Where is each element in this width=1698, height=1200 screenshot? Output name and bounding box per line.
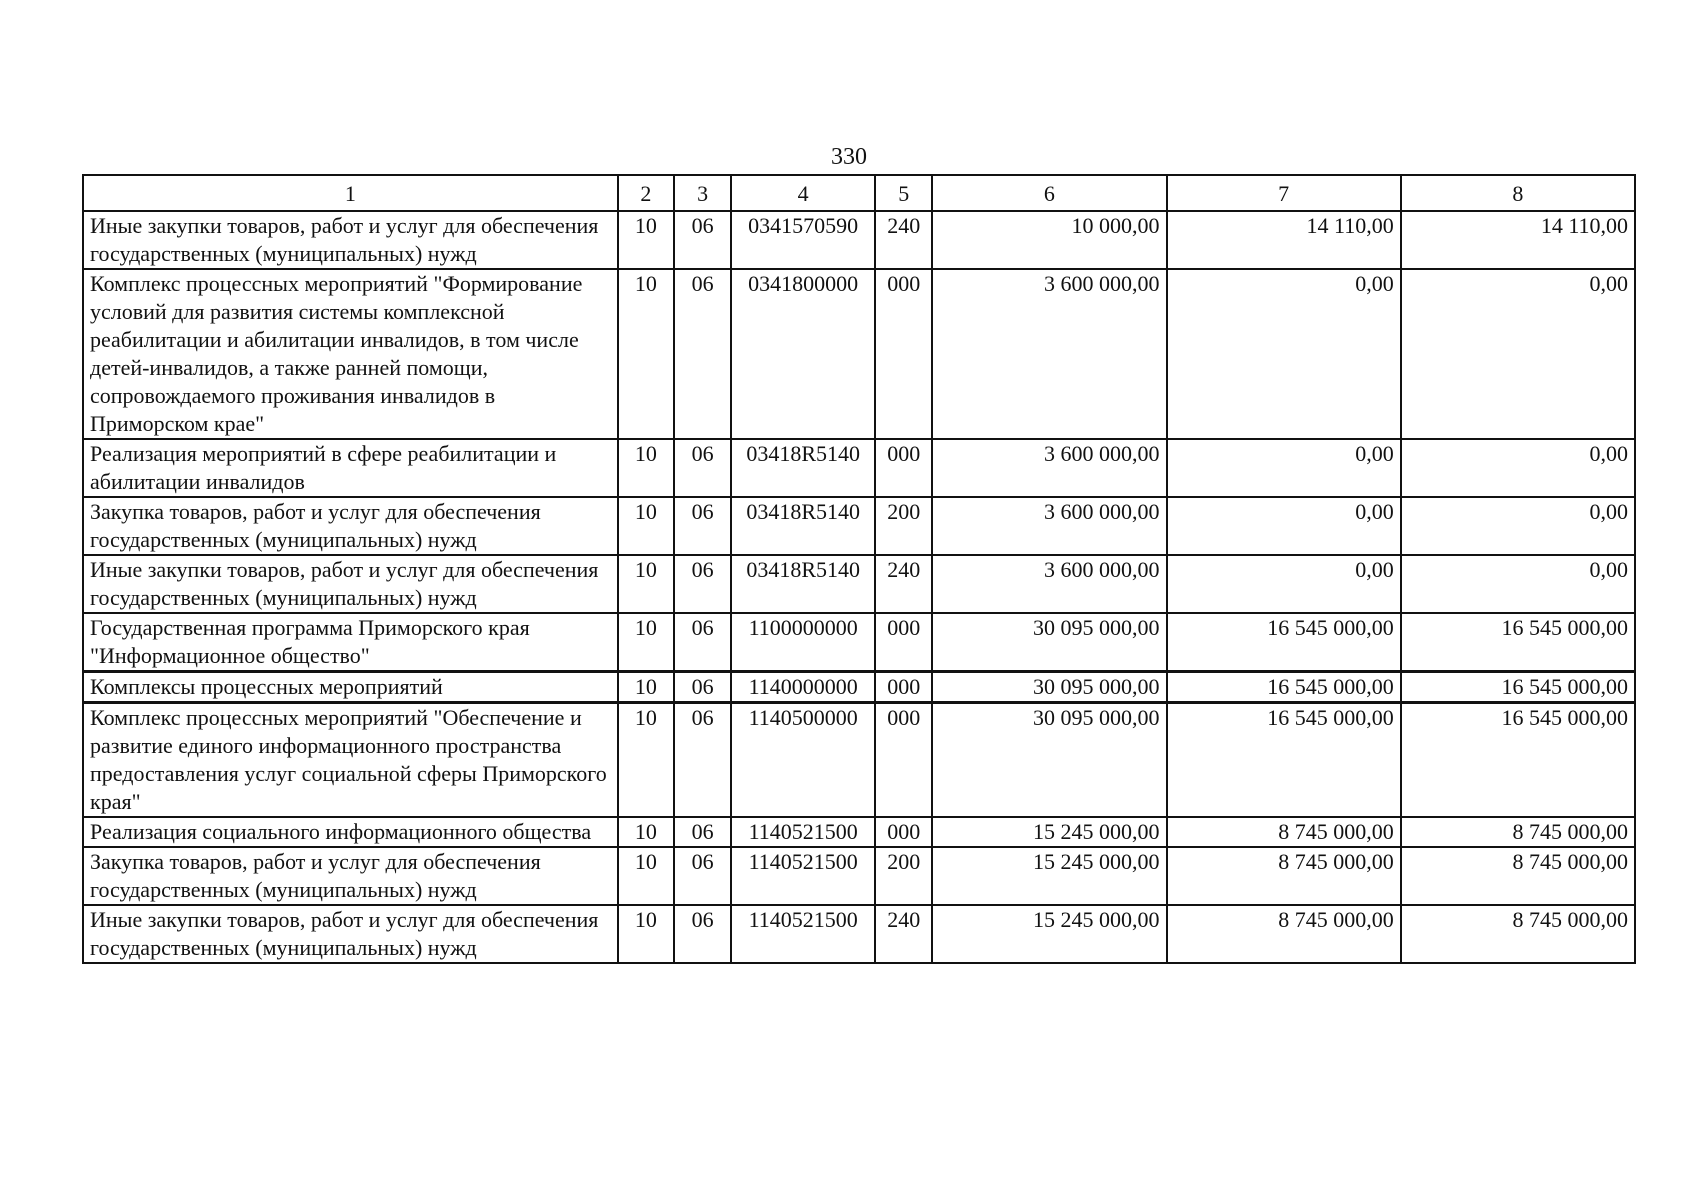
header-col-2: 2 (618, 175, 674, 211)
row-amount-col6: 3 600 000,00 (932, 439, 1166, 497)
row-target-code: 1140000000 (731, 672, 875, 703)
row-subsection: 06 (674, 555, 731, 613)
row-name: Иные закупки товаров, работ и услуг для обеспечения государственных (муниципальных) нужд (83, 555, 618, 613)
row-amount-col8: 8 745 000,00 (1401, 905, 1635, 963)
row-amount-col6: 3 600 000,00 (932, 555, 1166, 613)
header-col-5: 5 (875, 175, 932, 211)
row-name: Реализация мероприятий в сфере реабилитации и абилитации инвалидов (83, 439, 618, 497)
table-row (83, 613, 1635, 672)
row-subsection: 06 (674, 613, 731, 672)
row-amount-col6: 30 095 000,00 (932, 703, 1166, 818)
row-target-code: 0341570590 (731, 211, 875, 269)
table-body (83, 211, 1635, 963)
row-subsection: 06 (674, 439, 731, 497)
row-target-code: 0341800000 (731, 269, 875, 439)
table-row (83, 905, 1635, 963)
header-col-7: 7 (1167, 175, 1401, 211)
table-row (83, 817, 1635, 847)
row-amount-col8: 8 745 000,00 (1401, 817, 1635, 847)
row-amount-col7: 0,00 (1167, 555, 1401, 613)
table-row (83, 847, 1635, 905)
row-amount-col8: 0,00 (1401, 497, 1635, 555)
header-col-8: 8 (1401, 175, 1635, 211)
row-amount-col6: 3 600 000,00 (932, 269, 1166, 439)
row-name: Иные закупки товаров, работ и услуг для обеспечения государственных (муниципальных) нужд (83, 211, 618, 269)
row-target-code: 1140521500 (731, 905, 875, 963)
row-target-code: 1140521500 (731, 817, 875, 847)
row-amount-col7: 0,00 (1167, 497, 1401, 555)
row-amount-col6: 3 600 000,00 (932, 497, 1166, 555)
row-amount-col8: 8 745 000,00 (1401, 847, 1635, 905)
row-amount-col6: 10 000,00 (932, 211, 1166, 269)
row-amount-col8: 16 545 000,00 (1401, 672, 1635, 703)
row-section: 10 (618, 847, 674, 905)
header-col-1: 1 (83, 175, 618, 211)
table-row (83, 497, 1635, 555)
row-subsection: 06 (674, 497, 731, 555)
row-amount-col8: 14 110,00 (1401, 211, 1635, 269)
row-section: 10 (618, 905, 674, 963)
table-row (83, 703, 1635, 818)
row-subsection: 06 (674, 269, 731, 439)
row-target-code: 03418R5140 (731, 439, 875, 497)
row-subsection: 06 (674, 847, 731, 905)
row-name: Закупка товаров, работ и услуг для обеспечения государственных (муниципальных) нужд (83, 847, 618, 905)
row-amount-col8: 16 545 000,00 (1401, 703, 1635, 818)
row-name: Комплексы процессных мероприятий (83, 672, 618, 703)
row-expense-type: 000 (875, 817, 932, 847)
row-amount-col6: 15 245 000,00 (932, 905, 1166, 963)
page-number-text: 330 (831, 144, 867, 170)
row-name: Государственная программа Приморского края "Информационное общество" (83, 613, 618, 672)
row-amount-col7: 0,00 (1167, 269, 1401, 439)
header-col-3: 3 (674, 175, 731, 211)
row-target-code: 1140521500 (731, 847, 875, 905)
row-section: 10 (618, 439, 674, 497)
row-amount-col8: 16 545 000,00 (1401, 613, 1635, 672)
row-amount-col6: 30 095 000,00 (932, 613, 1166, 672)
row-amount-col8: 0,00 (1401, 439, 1635, 497)
row-expense-type: 240 (875, 905, 932, 963)
row-expense-type: 000 (875, 439, 932, 497)
row-amount-col8: 0,00 (1401, 555, 1635, 613)
row-subsection: 06 (674, 905, 731, 963)
row-target-code: 03418R5140 (731, 555, 875, 613)
row-name: Реализация социального информационного общества (83, 817, 618, 847)
row-section: 10 (618, 211, 674, 269)
row-section: 10 (618, 672, 674, 703)
row-section: 10 (618, 269, 674, 439)
row-expense-type: 000 (875, 613, 932, 672)
row-expense-type: 200 (875, 847, 932, 905)
row-expense-type: 000 (875, 703, 932, 818)
row-section: 10 (618, 497, 674, 555)
row-section: 10 (618, 817, 674, 847)
row-section: 10 (618, 613, 674, 672)
row-name: Комплекс процессных мероприятий "Формирование условий для развития системы комплексной реабилитации и абилитации инвалидов, в том числе детей-инвалидов, а также ранней помощи, сопровождаемого проживания инвалидов в Приморском крае" (83, 269, 618, 439)
table-row (83, 672, 1635, 703)
table-row (83, 269, 1635, 439)
row-amount-col8: 0,00 (1401, 269, 1635, 439)
row-amount-col7: 8 745 000,00 (1167, 905, 1401, 963)
table-header (83, 175, 1635, 211)
row-expense-type: 000 (875, 672, 932, 703)
row-name: Комплекс процессных мероприятий "Обеспечение и развитие единого информационного пространства предоставления услуг социальной сферы Приморского края" (83, 703, 618, 818)
row-subsection: 06 (674, 211, 731, 269)
header-col-4: 4 (731, 175, 875, 211)
row-expense-type: 200 (875, 497, 932, 555)
row-name: Закупка товаров, работ и услуг для обеспечения государственных (муниципальных) нужд (83, 497, 618, 555)
header-col-6: 6 (932, 175, 1166, 211)
budget-table (82, 174, 1636, 964)
row-subsection: 06 (674, 672, 731, 703)
row-amount-col7: 8 745 000,00 (1167, 847, 1401, 905)
row-amount-col7: 16 545 000,00 (1167, 613, 1401, 672)
row-expense-type: 000 (875, 269, 932, 439)
page-number (0, 143, 1698, 171)
row-amount-col6: 30 095 000,00 (932, 672, 1166, 703)
row-section: 10 (618, 703, 674, 818)
row-amount-col7: 16 545 000,00 (1167, 703, 1401, 818)
row-amount-col7: 14 110,00 (1167, 211, 1401, 269)
row-subsection: 06 (674, 817, 731, 847)
row-amount-col7: 16 545 000,00 (1167, 672, 1401, 703)
row-amount-col6: 15 245 000,00 (932, 817, 1166, 847)
row-target-code: 03418R5140 (731, 497, 875, 555)
row-amount-col6: 15 245 000,00 (932, 847, 1166, 905)
row-expense-type: 240 (875, 555, 932, 613)
row-section: 10 (618, 555, 674, 613)
row-target-code: 1140500000 (731, 703, 875, 818)
row-amount-col7: 0,00 (1167, 439, 1401, 497)
table-row (83, 439, 1635, 497)
row-subsection: 06 (674, 703, 731, 818)
row-expense-type: 240 (875, 211, 932, 269)
row-target-code: 1100000000 (731, 613, 875, 672)
table-row (83, 555, 1635, 613)
row-name: Иные закупки товаров, работ и услуг для обеспечения государственных (муниципальных) нужд (83, 905, 618, 963)
row-amount-col7: 8 745 000,00 (1167, 817, 1401, 847)
table-row (83, 211, 1635, 269)
header-row (83, 175, 1635, 211)
